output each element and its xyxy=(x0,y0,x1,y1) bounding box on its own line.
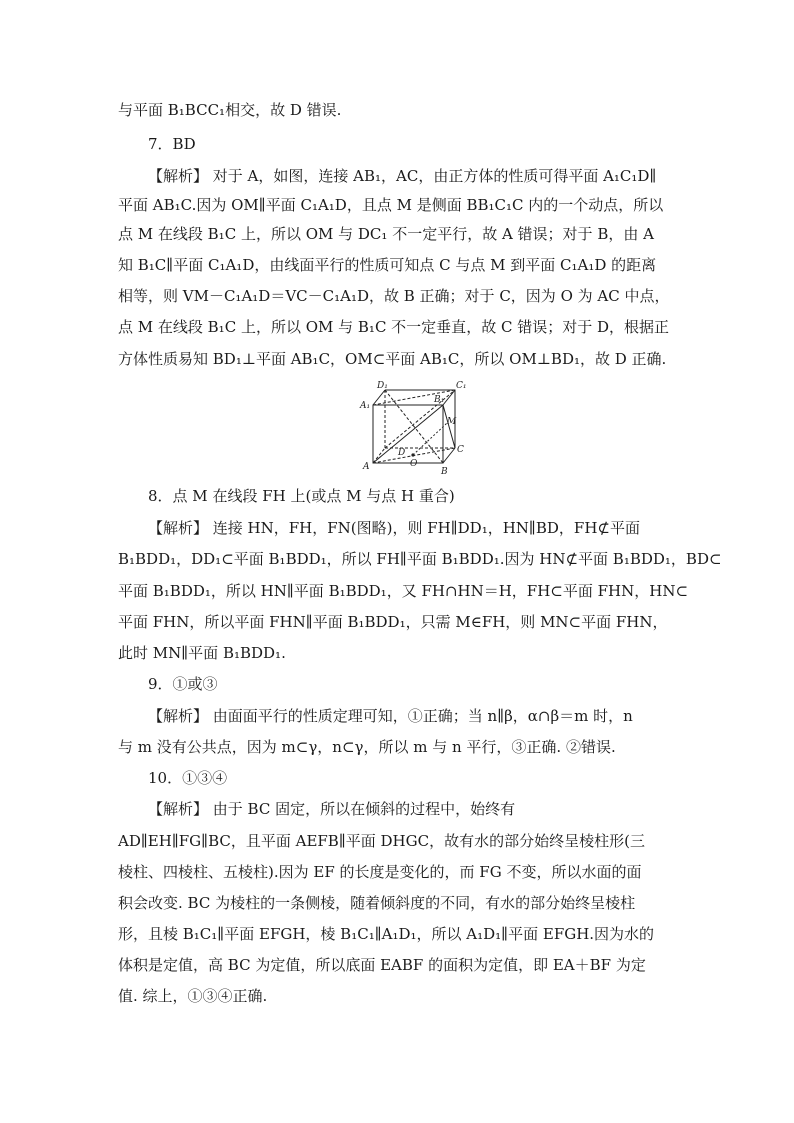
point-O xyxy=(411,453,414,456)
text-line: 与平面 B₁BCC₁相交，故 D 错误. xyxy=(118,101,342,119)
text-line: 值. 综上，①③④正确. xyxy=(118,987,268,1005)
text-line: 方体性质易知 BD₁⊥平面 AB₁C，OM⊂平面 AB₁C，所以 OM⊥BD₁，故 D 正确. xyxy=(118,350,667,368)
text-line: 知 B₁C∥平面 C₁A₁D，由线面平行的性质可知点 C 与点 M 到平面 C₁A₁D 的距离 xyxy=(118,256,657,274)
diagonal-DC1 xyxy=(385,390,455,448)
answer-number-10: 10．①③④ xyxy=(148,769,228,787)
analysis-line: 【解析】 对于 A，如图，连接 AB₁，AC，由正方体的性质可得平面 A₁C₁D∥ xyxy=(148,167,657,185)
label-B1: B₁ xyxy=(434,395,445,405)
analysis-line: 【解析】 由于 BC 固定，所以在倾斜的过程中，始终有 xyxy=(148,800,516,818)
label-B: B xyxy=(441,467,448,477)
answer-number-9: 9．①或③ xyxy=(148,675,218,693)
label-O: O xyxy=(410,459,418,469)
text-line: 平面 B₁BDD₁，所以 HN∥平面 B₁BDD₁，又 FH∩HN＝H，FH⊂平面 FHN，HN⊂ xyxy=(118,582,689,600)
text-line: AD∥EH∥FG∥BC，且平面 AEFB∥平面 DHGC，故有水的部分始终呈棱柱形(三 xyxy=(118,832,645,850)
diagonal-AB1 xyxy=(373,405,443,463)
label-M: M xyxy=(447,417,457,427)
label-D1: D₁ xyxy=(377,381,388,391)
text-line: 形，且棱 B₁C₁∥平面 EFGH，棱 B₁C₁∥A₁D₁，所以 A₁D₁∥平面 EFGH.因为水的 xyxy=(118,925,655,943)
analysis-line: 【解析】 连接 HN，FH，FN(图略)，则 FH∥DD₁，HN∥BD，FH⊄平面 xyxy=(148,519,640,537)
text-line: 积会改变. BC 为棱柱的一条侧棱，随着倾斜度的不同，有水的部分始终呈棱柱 xyxy=(118,894,636,912)
cube-figure xyxy=(355,378,475,478)
text-line: 点 M 在线段 B₁C 上，所以 OM 与 B₁C 不一定垂直，故 C 错误；对于 D，根据正 xyxy=(118,318,669,336)
text-line: 点 M 在线段 B₁C 上，所以 OM 与 DC₁ 不一定平行，故 A 错误；对于 B，由 A xyxy=(118,225,654,243)
text-line: 棱柱、四棱柱、五棱柱).因为 EF 的长度是变化的，而 FG 不变，所以水面的面 xyxy=(118,863,642,881)
text-line: 相等，则 VM－C₁A₁D＝VC－C₁A₁D，故 B 正确；对于 C，因为 O 为 AC 中点， xyxy=(118,287,670,305)
text-line: 平面 FHN，所以平面 FHN∥平面 B₁BDD₁，只需 M∈FH，则 MN⊂平面 FHN， xyxy=(118,613,668,631)
answer-number-7: 7．BD xyxy=(148,135,196,153)
label-A1: A₁ xyxy=(360,401,371,411)
text-line: B₁BDD₁，DD₁⊂平面 B₁BDD₁，所以 FH∥平面 B₁BDD₁.因为 HN⊄平面 B₁BDD₁，BD⊂ xyxy=(118,550,722,568)
label-C1: C₁ xyxy=(456,381,467,391)
label-A: A xyxy=(363,462,370,472)
label-D: D xyxy=(398,448,406,458)
answer-number-8: 8．点 M 在线段 FH 上(或点 M 与点 H 重合) xyxy=(148,487,455,505)
text-line: 与 m 没有公共点，因为 m⊂γ，n⊂γ，所以 m 与 n 平行，③正确. ②错误. xyxy=(118,738,616,756)
text-line: 平面 AB₁C.因为 OM∥平面 C₁A₁D，且点 M 是侧面 BB₁C₁C 内的一个动点，所以 xyxy=(118,196,664,214)
text-line: 此时 MN∥平面 B₁BDD₁. xyxy=(118,644,286,662)
analysis-line: 【解析】 由面面平行的性质定理可知，①正确；当 n∥β，α∩β＝m 时，n xyxy=(148,707,633,725)
label-C: C xyxy=(457,445,464,455)
text-line: 体积是定值，高 BC 为定值，所以底面 EABF 的面积为定值，即 EA＋BF 为定 xyxy=(118,956,646,974)
